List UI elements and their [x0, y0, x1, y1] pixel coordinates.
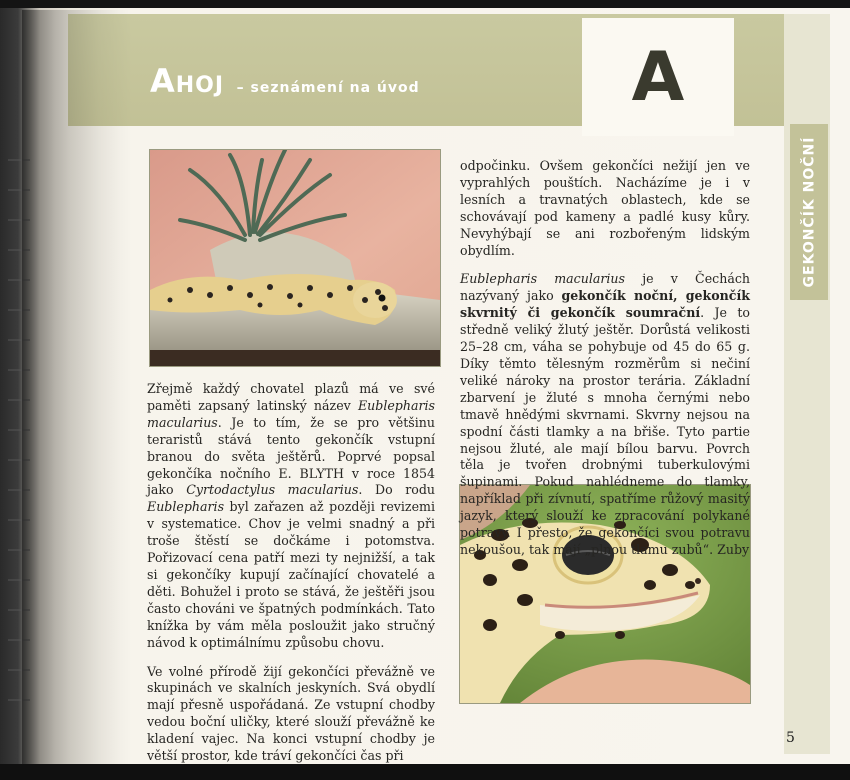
- left-paragraph-2: Ve volné přírodě žijí gekončíci převážně ve skupinách ve skalních jeskyních. Svá obydlí mají přesně uspořádaná. Ze vstupní chodby vedou boční uličky, které slouží převážně ke kladení vajec. Na konci vstupní chodby je větší prostor, kde tráví gekončíci čas při: [147, 663, 435, 764]
- gecko-plant-photo: [149, 149, 441, 367]
- species-name: Eublepharis macularius: [460, 271, 626, 287]
- side-tab-label-wrap: [790, 124, 828, 300]
- text-run: . Je to tím, že se pro většinu teraristů stává tento gekončík vstupní branou do světa ještěrů. Poprvé popsal gekončíka nočního E. BLYTH v roce 1854 jako: [147, 414, 435, 498]
- text-run: Zřejmě každý chovatel plazů má ve své paměti zapsaný latinský název: [147, 381, 435, 413]
- text-run: . Je to středně veliký žlutý ještěr. Dorůstá velikosti 25–28 cm, váha se pohybuje od 45 do 65 g. Díky těmto tělesným rozměrům si nečiní veliké nároky na prostor terária. Základní zbarvení je žluté s mnoha černými nebo tmavě hnědými skvrnami. Skvrny nejsou na spodní části tlamky a na břiše. Tyto partie nejsou žluté, ale mají bílou barvu. Povrch těla je tvořen drobnými tuberkulovými šupinami. Pokud nahlédneme do tlamky, například při zívnutí, spatříme růžový masitý jazyk, který slouží ke zpracování polykané potravy. I přesto, že gekončíci svou potravu nekoušou, tak mají „plnou tlamu zubů“. Zuby: [460, 305, 751, 557]
- left-paragraph-1: [147, 381, 435, 652]
- left-text-column: [147, 381, 435, 777]
- common-names: gekončík noční, gekončík skvrnitý či gekončík soumrační: [460, 288, 750, 321]
- top-dark-edge: [0, 0, 850, 8]
- text-run: byl zařazen až později revizemi v systematice. Chov je velmi snadný a při troše štěstí se dočkáme i potomstva. Pořizovací cena patří mezi ty nejnižší, a tak si gekončíky kupují začínající chovatelé a děti. Bohužel i proto se stává, že ještěři jsou často chováni ve špatných podmínkách. Tato knížka by vám měla posloužit jako stručný návod k optimálnímu způsobu chovu.: [147, 499, 435, 650]
- chapter-title-main: Ahoj: [150, 62, 225, 100]
- bottom-dark-edge: [0, 764, 850, 780]
- page-number: 5: [786, 730, 795, 746]
- chapter-title: [150, 62, 420, 100]
- side-tab-label: GEKONČÍK NOČNÍ: [801, 136, 818, 288]
- text-run: je v Čechách nazývaný jako: [460, 271, 750, 304]
- species-name: Cyrtodactylus macularius: [186, 482, 359, 498]
- page-edge-marks: [0, 150, 40, 710]
- chapter-letter: A: [582, 18, 734, 136]
- chapter-title-sub: – seznámení na úvod: [236, 80, 420, 96]
- species-name: Eublepharis macularius: [147, 397, 435, 430]
- right-text-column: [460, 158, 750, 571]
- text-run: . Do rodu: [358, 482, 436, 498]
- right-paragraph-1: odpočinku. Ovšem gekončíci nežijí jen ve vyprahlých pouštích. Nacházíme je i v lesních a travnatých oblastech, kde se schovávají pod kameny a padlé kusy kůry. Nevyhýbají se ani rozbořeným lidským obydlím.: [460, 158, 750, 258]
- genus-name: Eublepharis: [147, 499, 225, 515]
- right-paragraph-2: [460, 271, 750, 558]
